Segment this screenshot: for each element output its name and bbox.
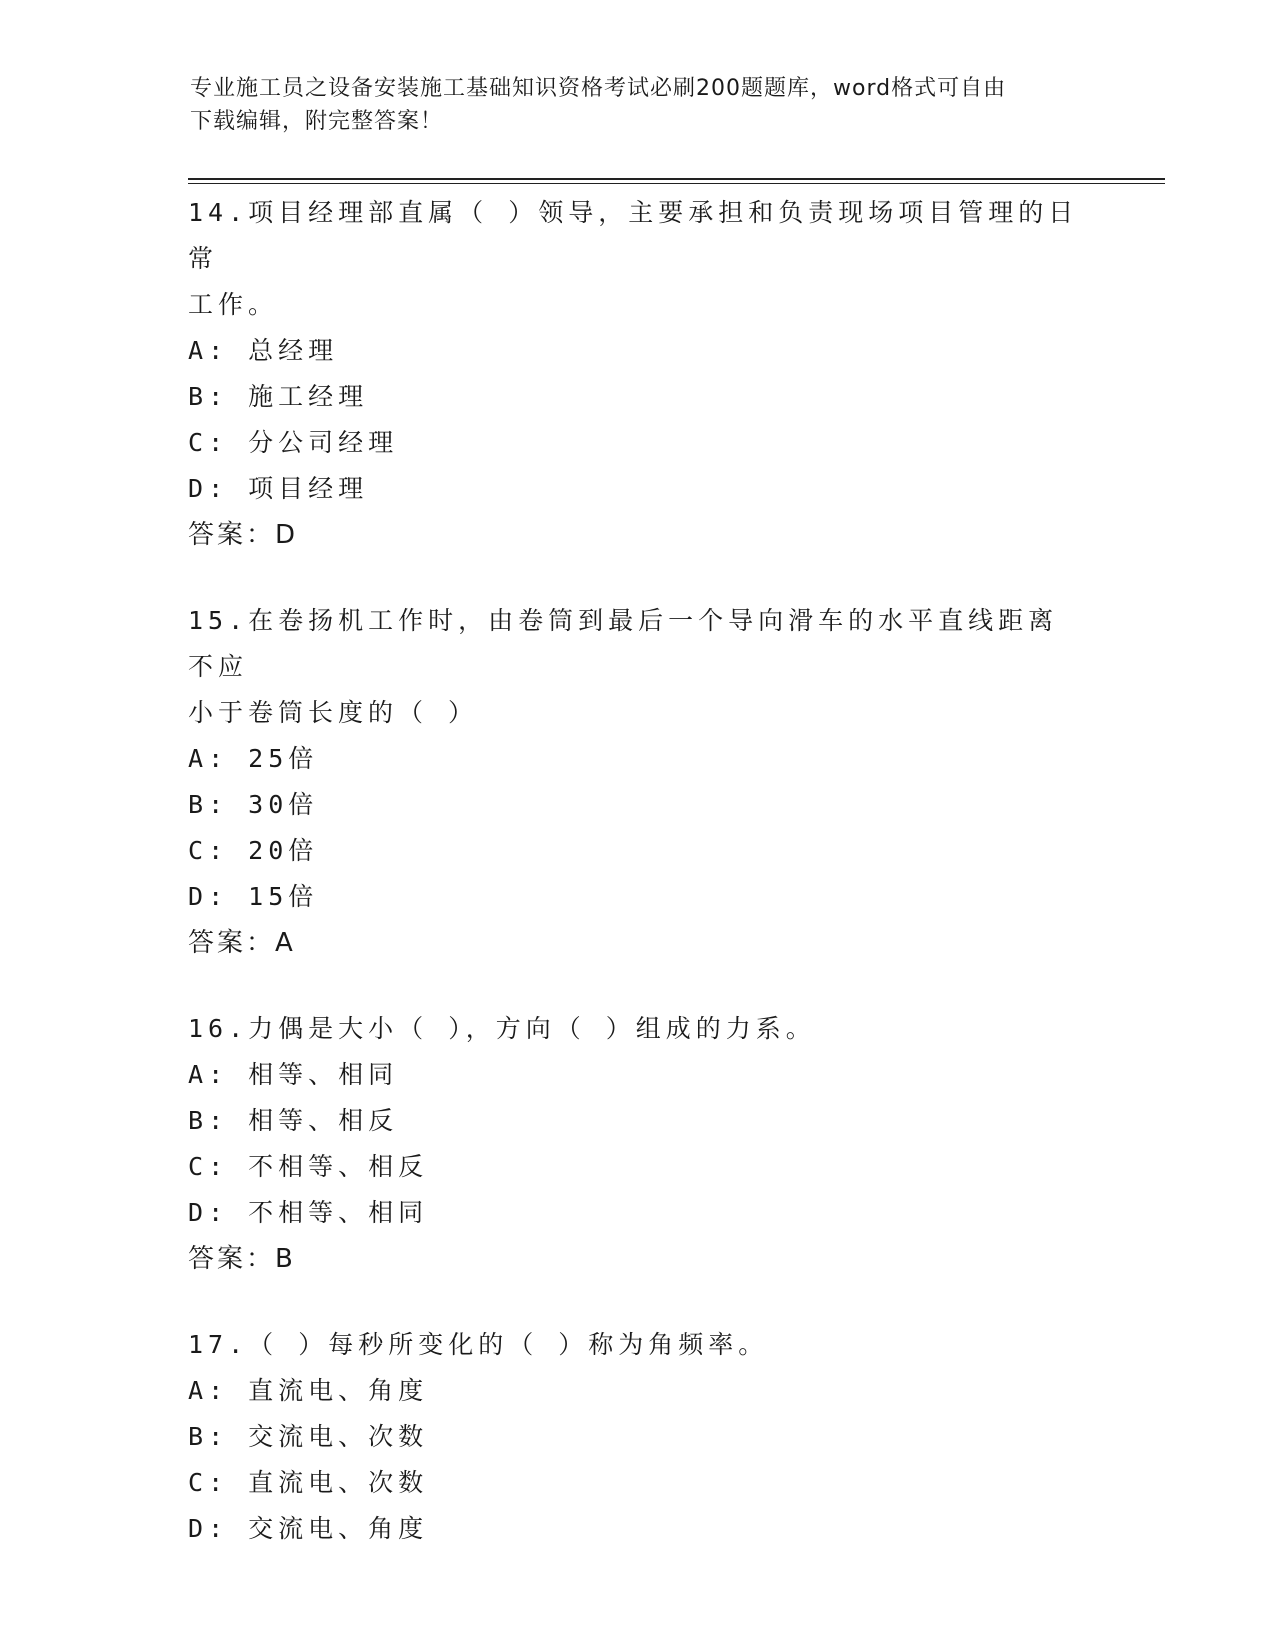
answer-key: 答案：D [188,520,299,550]
answer-option [188,420,1088,466]
option-separator: : [208,1060,249,1089]
option-letter: C [188,836,209,865]
answer-option [188,466,1088,512]
answer-option [188,736,1088,782]
document-header [190,72,1090,138]
answer-option [188,1098,1088,1144]
answer-option [188,1506,1088,1552]
option-text: 25倍 [248,744,319,773]
answer-key: 答案：B [188,1244,296,1274]
option-letter: B [188,1422,209,1451]
question-block [188,190,1088,558]
question-stem: 17.（ ）每秒所变化的（ ）称为角频率。 [188,1330,769,1359]
answer-option [188,1144,1088,1190]
option-letter: A [188,336,209,365]
option-text: 相等、相同 [248,1060,399,1089]
answer-option [188,1190,1088,1236]
question-list [188,190,1088,1592]
option-separator: : [208,882,249,911]
option-letter: B [188,382,209,411]
header-rule-thick [188,178,1165,180]
option-text: 分公司经理 [248,428,399,457]
option-separator: : [208,744,249,773]
option-separator: : [208,336,249,365]
option-letter: C [188,428,209,457]
answer-option [188,1368,1088,1414]
option-letter: D [188,1514,209,1543]
option-text: 交流电、次数 [248,1422,429,1451]
option-text: 项目经理 [248,474,369,503]
option-letter: A [188,744,209,773]
question-stem: 15.在卷扬机工作时，由卷筒到最后一个导向滑车的水平直线距离不应 [188,606,1059,681]
answer-option [188,1460,1088,1506]
option-letter: A [188,1060,209,1089]
question-stem: 14.项目经理部直属（ ）领导，主要承担和负责现场项目管理的日常 [188,198,1079,273]
option-letter: D [188,1198,209,1227]
answer-option [188,1052,1088,1098]
option-text: 30倍 [248,790,319,819]
question-block [188,598,1088,966]
option-separator: : [208,1376,249,1405]
option-letter: B [188,790,209,819]
option-text: 20倍 [248,836,319,865]
question-stem-continuation: 工作。 [188,290,279,319]
option-separator: : [208,836,249,865]
question-stem-continuation: 小于卷筒长度的（ ） [188,698,479,727]
option-separator: : [208,382,249,411]
header-line-2: 下载编辑，附完整答案！ [190,109,444,134]
option-letter: D [188,882,209,911]
option-separator: : [208,1514,249,1543]
question-block [188,1322,1088,1552]
answer-option [188,874,1088,920]
option-separator: : [208,1198,249,1227]
question-block [188,1006,1088,1282]
option-text: 直流电、次数 [248,1468,429,1497]
option-separator: : [208,1152,249,1181]
option-separator: : [208,1106,249,1135]
option-separator: : [208,474,249,503]
option-text: 施工经理 [248,382,369,411]
option-text: 交流电、角度 [248,1514,429,1543]
answer-key: 答案：A [188,928,296,958]
option-separator: : [208,790,249,819]
header-rule-thin [188,183,1165,184]
answer-option [188,782,1088,828]
option-separator: : [208,1422,249,1451]
option-text: 15倍 [248,882,319,911]
option-separator: : [208,1468,249,1497]
option-text: 直流电、角度 [248,1376,429,1405]
option-letter: C [188,1468,209,1497]
option-letter: A [188,1376,209,1405]
option-text: 相等、相反 [248,1106,399,1135]
option-text: 不相等、相同 [248,1198,429,1227]
option-letter: B [188,1106,209,1135]
answer-option [188,1414,1088,1460]
answer-option [188,374,1088,420]
header-line-1: 专业施工员之设备安装施工基础知识资格考试必刷200题题库，word格式可自由 [190,76,1007,101]
answer-option [188,328,1088,374]
question-stem: 16.力偶是大小（ ），方向（ ）组成的力系。 [188,1014,816,1043]
option-text: 总经理 [248,336,339,365]
option-letter: D [188,474,209,503]
answer-option [188,828,1088,874]
option-text: 不相等、相反 [248,1152,429,1181]
option-separator: : [208,428,249,457]
option-letter: C [188,1152,209,1181]
